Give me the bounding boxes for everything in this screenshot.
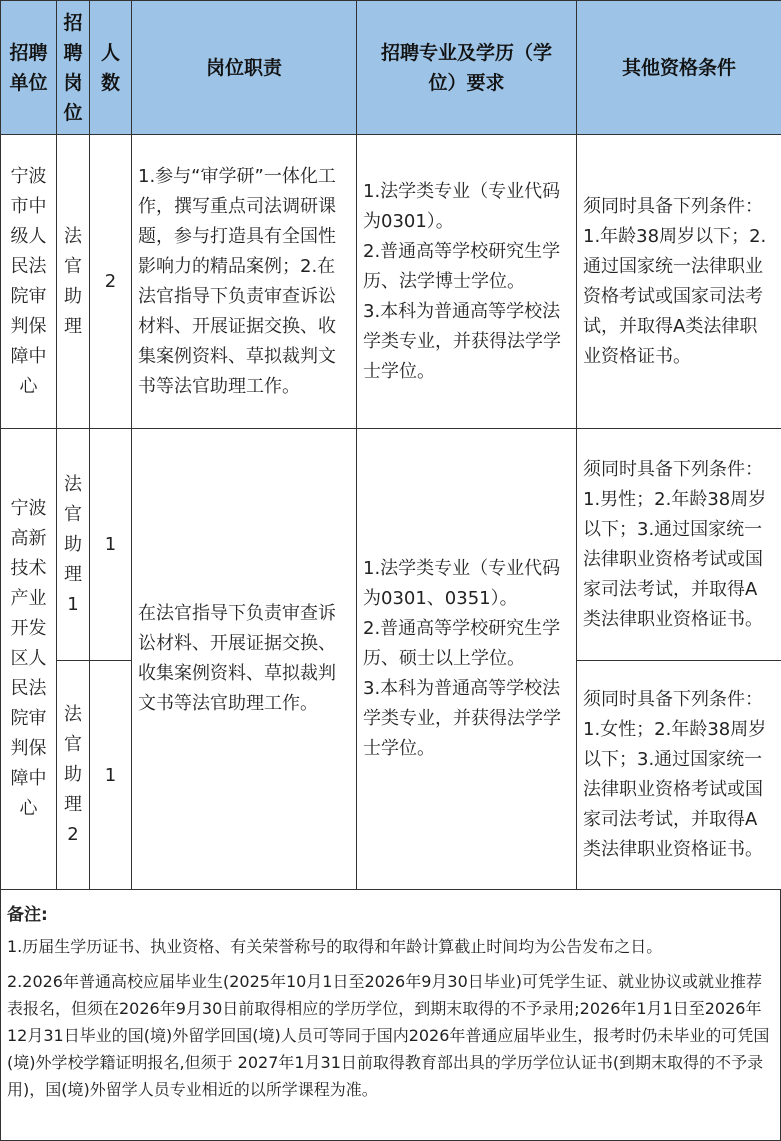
unit-cell: 宁波高新技术产业开发区人民法院审判保障中心: [1, 429, 57, 890]
post-cell: 法官助理1: [57, 429, 90, 661]
post-cell: 法官助理2: [57, 661, 90, 890]
header-post: 招聘岗位: [57, 1, 90, 135]
header-other: 其他资格条件: [577, 1, 781, 135]
major-cell: [357, 429, 577, 890]
unit-cell: 宁波市中级人民法院审判保障中心: [1, 135, 57, 429]
post-cell: 法官助理: [57, 135, 90, 429]
major-item: 1.法学类专业（专业代码为0301、0351）。: [363, 558, 561, 609]
major-item: 1.法学类专业（专业代码为0301）。: [363, 180, 561, 232]
header-duty: 岗位职责: [132, 1, 357, 135]
notes-title: 备注:: [7, 905, 48, 925]
notes-section: [0, 889, 781, 1141]
major-item: 3.本科为普通高等学校法学类专业，并获得法学学士学位。: [363, 678, 561, 759]
count-cell: 2: [90, 135, 132, 429]
other-cell: 须同时具备下列条件：1.年龄38周岁以下；2.通过国家统一法律职业资格考试或国家司法考试，并取得A类法律职业资格证书。: [577, 135, 781, 429]
major-cell: [357, 135, 577, 429]
table-row: [1, 429, 781, 661]
other-cell: 须同时具备下列条件：1.女性；2.年龄38周岁以下；3.通过国家统一法律职业资格考试或国家司法考试，并取得A类法律职业资格证书。: [577, 661, 781, 890]
header-row: [1, 1, 781, 135]
note-item: 2.2026年普通高校应届毕业生(2025年10月1日至2026年9月30日毕业)可凭学生证、就业协议或就业推荐表报名，但须在2026年9月30日前取得相应的学历学位，到期末取得的不予录用;2026年1月1日至2026年12月31日毕业的国(境)外留学回国(境)人员可等同于国内2026年普通应届毕业生，报考时仍未毕业的可凭国(境)外学校学籍证明报名,但须于 2027年1月31日前取得教育部出具的学历学位认证书(到期末取得的不予录用)，国(境)外留学人员专业相近的以所学课程为准。: [7, 972, 770, 1099]
major-item: 2.普通高等学校研究生学历、硕士以上学位。: [363, 618, 561, 669]
header-count: 人数: [90, 1, 132, 135]
other-cell: 须同时具备下列条件：1.男性；2.年龄38周岁以下；3.通过国家统一法律职业资格考试或国家司法考试，并取得A类法律职业资格证书。: [577, 429, 781, 661]
header-unit: 招聘单位: [1, 1, 57, 135]
header-major: 招聘专业及学历（学位）要求: [357, 1, 577, 135]
table-row: [1, 135, 781, 429]
major-item: 3.本科为普通高等学校法学类专业，并获得法学学士学位。: [363, 300, 561, 382]
duty-cell: 1.参与“审学研”一体化工作，撰写重点司法调研课题，参与打造具有全国性影响力的精品案例；2.在法官指导下负责审查诉讼材料、开展证据交换、收集案例资料、草拟裁判文书等法官助理工作。: [132, 135, 357, 429]
count-cell: 1: [90, 661, 132, 890]
major-item: 2.普通高等学校研究生学历、法学博士学位。: [363, 240, 561, 292]
duty-cell: 在法官指导下负责审查诉讼材料、开展证据交换、收集案例资料、草拟裁判文书等法官助理工作。: [132, 429, 357, 890]
count-cell: 1: [90, 429, 132, 661]
note-item: 1.历届生学历证书、执业资格、有关荣誉称号的取得和年龄计算截止时间均为公告发布之日。: [7, 937, 663, 956]
